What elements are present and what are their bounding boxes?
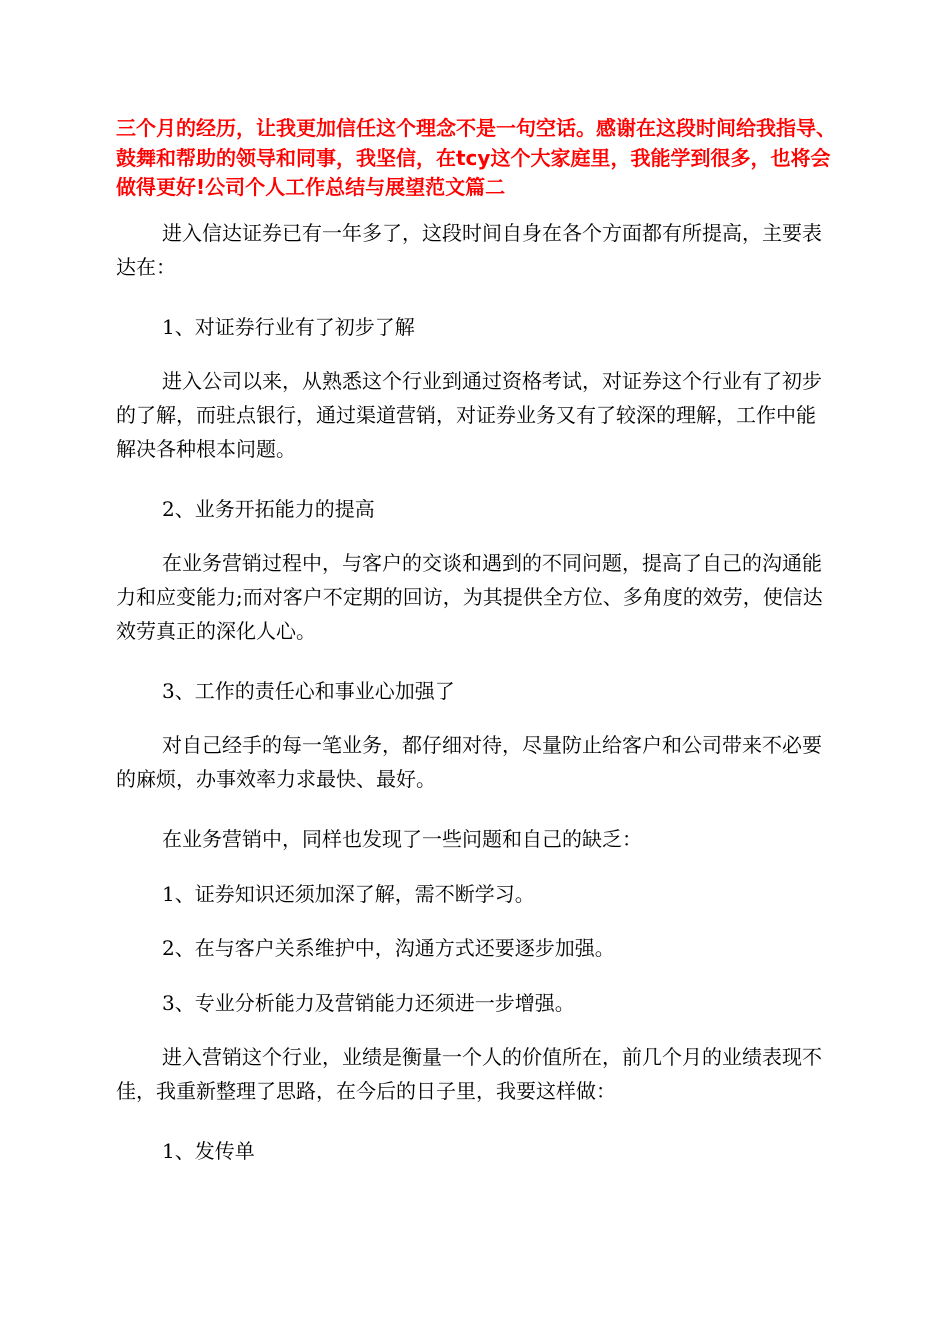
- section-paragraph-3: 对自己经手的每一笔业务，都仔细对待，尽量防止给客户和公司带来不必要的麻烦，办事效率力求最快、最好。: [116, 733, 822, 791]
- section-heading-1: 1、对证券行业有了初步了解: [162, 315, 415, 339]
- document-heading: 三个月的经历，让我更加信任这个理念不是一句空话。感谢在这段时间给我指导、鼓舞和帮助的领导和同事，我坚信，在tcy这个大家庭里，我能学到很多，也将会做得更好!公司个人工作总结与展望范文篇二: [116, 116, 836, 199]
- plan-paragraph: 进入营销这个行业，业绩是衡量一个人的价值所在，前几个月的业绩表现不佳，我重新整理了思路，在今后的日子里，我要这样做：: [116, 1045, 822, 1103]
- section-paragraph-1: 进入公司以来，从熟悉这个行业到通过资格考试，对证券这个行业有了初步的了解，而驻点银行，通过渠道营销，对证券业务又有了较深的理解，工作中能解决各种根本问题。: [116, 369, 822, 461]
- section-heading-2: 2、业务开拓能力的提高: [162, 497, 375, 521]
- plan-item-1: 1、发传单: [162, 1139, 255, 1163]
- intro-paragraph: 进入信达证券已有一年多了，这段时间自身在各个方面都有所提高，主要表达在：: [116, 221, 822, 279]
- section-paragraph-2: 在业务营销过程中，与客户的交谈和遇到的不同问题，提高了自己的沟通能力和应变能力;而对客户不定期的回访，为其提供全方位、多角度的效劳，使信达效劳真正的深化人心。: [116, 551, 823, 643]
- issue-item-3: 3、专业分析能力及营销能力还须进一步增强。: [162, 991, 575, 1015]
- section-heading-3: 3、工作的责任心和事业心加强了: [162, 679, 455, 703]
- issue-item-2: 2、在与客户关系维护中，沟通方式还要逐步加强。: [162, 936, 615, 960]
- issues-intro-paragraph: 在业务营销中，同样也发现了一些问题和自己的缺乏：: [162, 827, 642, 851]
- issue-item-1: 1、证券知识还须加深了解，需不断学习。: [162, 882, 535, 906]
